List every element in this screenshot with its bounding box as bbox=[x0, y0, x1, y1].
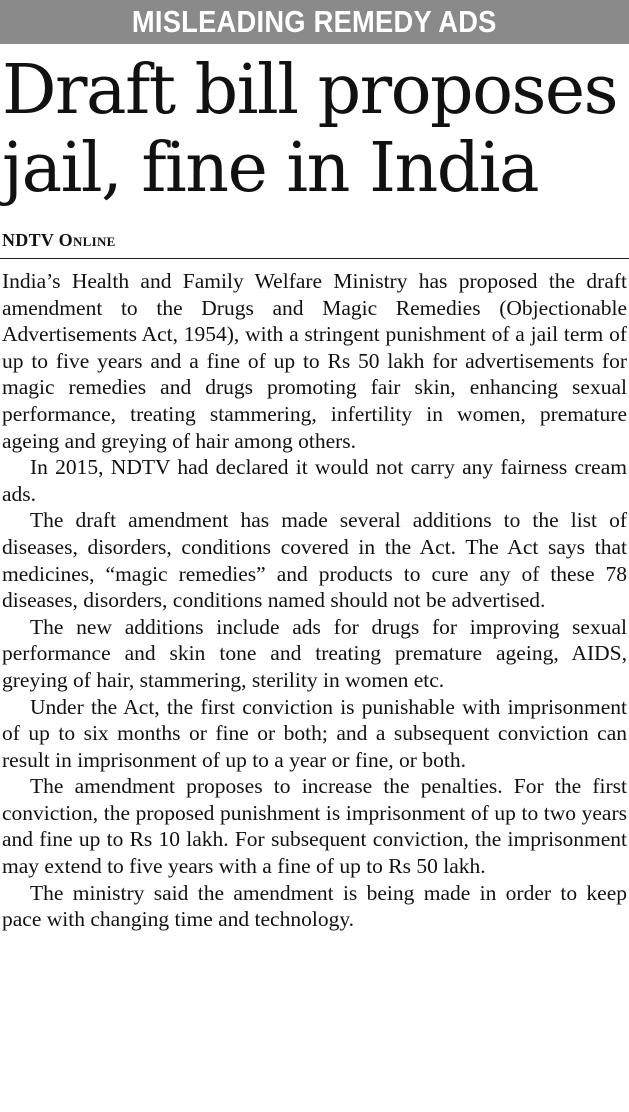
paragraph: Under the Act, the first conviction is punishable with imprisonment of up to six months or fine or both; and a subsequent conviction can result in imprisonment of up to a year or fine, or both. bbox=[2, 694, 627, 772]
paragraph: The draft amendment has made several additions to the list of diseases, disorders, conditions covered in the Act. The Act says that medicines, “magic remedies” and products to cure any of these 78 diseases, disorders, conditions named should not be advertised. bbox=[2, 508, 627, 613]
paragraph: The new additions include ads for drugs for improving sexual performance and skin tone and treating premature ageing, AIDS, greying of hair, stammering, sterility in women etc. bbox=[2, 614, 627, 692]
paragraph: India’s Health and Family Welfare Ministry has proposed the draft amendment to the Drugs and Magic Remedies (Objectionable Advertisements Act, 1954), with a stringent punishment of a jail term of up to five years and a fine of up to Rs 50 lakh for advertisements for magic remedies and drugs promoting fair skin, enhancing sexual performance, treating stammering, infertility in women, premature ageing and greying of hair among others. bbox=[2, 269, 627, 453]
paragraph: In 2015, NDTV had declared it would not carry any fairness cream ads. bbox=[2, 455, 627, 506]
article-headline bbox=[2, 52, 629, 208]
paragraph: The amendment proposes to increase the penalties. For the first conviction, the proposed punishment is imprisonment of up to two years and fine up to Rs 10 lakh. For subsequent conviction, the imprisonment may extend to five years with a fine of up to Rs 50 lakh. bbox=[2, 774, 627, 879]
article-byline: NDTV Online bbox=[2, 230, 116, 250]
kicker-banner bbox=[0, 0, 629, 44]
paragraph: The ministry said the amendment is being made in order to keep pace with changing time and technology. bbox=[2, 880, 627, 932]
article-body bbox=[2, 268, 627, 933]
headline-line-1: Draft bill proposes bbox=[2, 51, 618, 130]
kicker-label: MISLEADING REMEDY ADS bbox=[132, 4, 497, 39]
byline-divider bbox=[0, 258, 629, 259]
headline-line-2: jail, fine in India bbox=[2, 129, 539, 208]
